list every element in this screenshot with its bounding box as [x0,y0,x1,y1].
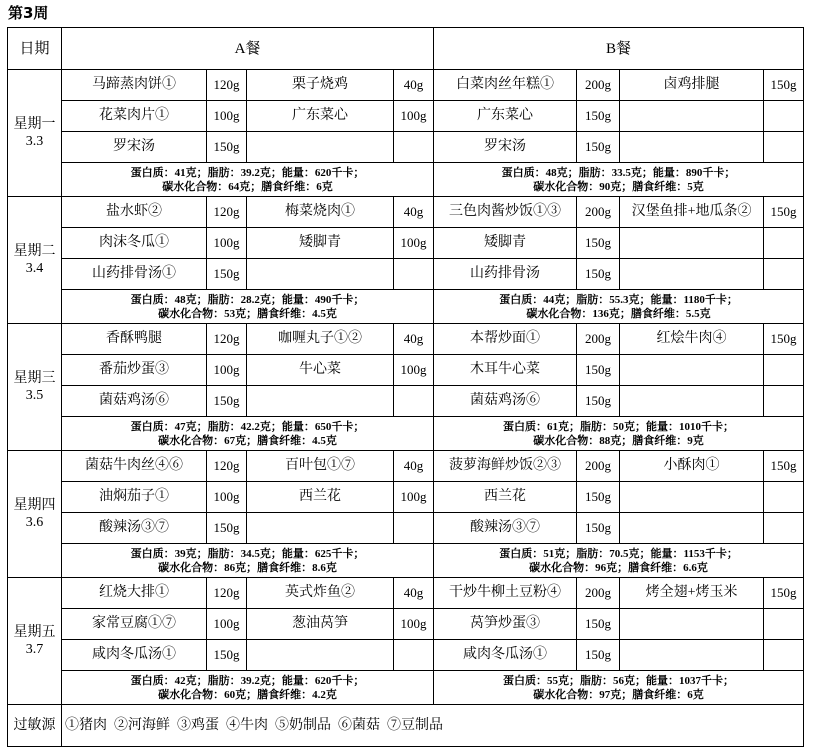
meal-b-weight: 150g [764,578,804,609]
dish-row [8,70,804,101]
meal-a-header: A餐 [62,28,434,70]
meal-b-nutrition [434,417,804,451]
meal-a-weight: 100g [207,355,247,386]
meal-a-dish: 牛心菜 [247,355,394,386]
meal-b-dish: 烤全翅+烤玉米 [620,578,764,609]
meal-b-weight: 150g [577,355,620,386]
nutrition-line: 碳水化合物：64克；膳食纤维：6克 [162,180,333,193]
meal-a-weight: 120g [207,451,247,482]
day-block-wednesday [8,324,804,451]
dish-row [8,451,804,482]
empty-cell [620,101,764,132]
weekday-label: 星期四 [13,498,56,513]
meal-a-dish: 酸辣汤③⑦ [62,513,207,544]
meal-b-dish: 山药排骨汤 [434,259,577,290]
allergen-item: ⑤奶制品 [275,717,331,733]
meal-b-weight: 150g [764,70,804,101]
nutrition-line: 蛋白质：39克；脂肪：34.5克；能量：625千卡； [130,547,365,560]
meal-b-dish: 汉堡鱼排+地瓜条② [620,197,764,228]
meal-b-weight: 150g [577,609,620,640]
nutrition-line: 碳水化合物：90克；膳食纤维：5克 [533,180,704,193]
meal-a-nutrition [62,290,434,324]
meal-b-nutrition [434,290,804,324]
meal-b-dish: 罗宋汤 [434,132,577,163]
meal-a-weight: 40g [394,70,434,101]
empty-cell [620,513,764,544]
meal-a-weight: 100g [394,228,434,259]
meal-a-weight: 100g [207,101,247,132]
date-label: 3.7 [25,642,44,657]
dish-row [8,132,804,163]
meal-a-dish: 油焖茄子① [62,482,207,513]
meal-b-dish: 菌菇鸡汤⑥ [434,386,577,417]
meal-b-weight: 200g [577,451,620,482]
meal-a-weight: 150g [207,259,247,290]
nutrition-row [8,417,804,451]
nutrition-line: 蛋白质：44克；脂肪：55.3克；能量：1180千卡； [499,293,738,306]
meal-b-dish: 酸辣汤③⑦ [434,513,577,544]
meal-b-dish: 干炒牛柳土豆粉④ [434,578,577,609]
allergen-item: ⑦豆制品 [387,717,443,733]
meal-a-dish: 肉沫冬瓜① [62,228,207,259]
meal-a-weight: 100g [207,609,247,640]
meal-a-weight: 100g [207,482,247,513]
empty-cell [764,132,804,163]
meal-b-dish: 西兰花 [434,482,577,513]
meal-a-weight: 100g [394,355,434,386]
empty-cell [764,482,804,513]
meal-b-weight: 150g [577,259,620,290]
meal-a-dish: 梅菜烧肉① [247,197,394,228]
meal-b-dish: 本帮炒面① [434,324,577,355]
meal-a-weight: 100g [394,482,434,513]
date-cell [8,197,62,324]
weekday-label: 星期一 [13,117,56,132]
meal-a-weight: 120g [207,197,247,228]
nutrition-line: 碳水化合物：88克；膳食纤维：9克 [533,434,704,447]
day-block-thursday [8,451,804,578]
meal-a-weight: 150g [207,513,247,544]
weekday-label: 星期二 [13,244,56,259]
meal-b-weight: 200g [577,70,620,101]
empty-cell [764,609,804,640]
nutrition-line: 碳水化合物：60克；膳食纤维：4.2克 [158,688,337,701]
meal-a-dish: 花菜肉片① [62,101,207,132]
meal-b-dish: 白菜肉丝年糕① [434,70,577,101]
dish-row [8,482,804,513]
empty-cell [764,101,804,132]
meal-a-dish: 马蹄蒸肉饼① [62,70,207,101]
weekday-label: 星期三 [13,371,56,386]
meal-b-weight: 150g [764,451,804,482]
nutrition-line: 碳水化合物：97克；膳食纤维：6克 [533,688,704,701]
meal-b-header: B餐 [434,28,804,70]
nutrition-line: 蛋白质：51克；脂肪：70.5克；能量：1153千卡； [499,547,738,560]
allergen-item: ①猪肉 [65,717,107,733]
meal-a-dish: 罗宋汤 [62,132,207,163]
nutrition-line: 蛋白质：48克；脂肪：33.5克；能量：890千卡； [501,166,736,179]
empty-cell [620,228,764,259]
allergen-item: ④牛肉 [226,717,268,733]
nutrition-line: 蛋白质：55克；脂肪：56克；能量：1037千卡； [503,674,735,687]
allergen-block [8,705,804,747]
empty-cell [764,228,804,259]
empty-cell [394,259,434,290]
meal-a-weight: 40g [394,578,434,609]
meal-b-weight: 150g [764,324,804,355]
meal-b-nutrition [434,544,804,578]
meal-b-weight: 150g [764,197,804,228]
nutrition-line: 碳水化合物：67克；膳食纤维：4.5克 [158,434,337,447]
day-block-tuesday [8,197,804,324]
meal-b-weight: 150g [577,132,620,163]
empty-cell [247,386,394,417]
date-label: 3.4 [25,261,44,276]
meal-b-weight: 200g [577,578,620,609]
empty-cell [247,259,394,290]
meal-a-dish: 栗子烧鸡 [247,70,394,101]
meal-a-weight: 100g [207,228,247,259]
nutrition-row [8,163,804,197]
nutrition-line: 碳水化合物：136克；膳食纤维：5.5克 [526,307,711,320]
meal-b-weight: 150g [577,513,620,544]
meal-a-weight: 120g [207,578,247,609]
date-cell [8,70,62,197]
meal-a-dish: 菌菇鸡汤⑥ [62,386,207,417]
allergen-row [8,705,804,747]
meal-a-weight: 40g [394,451,434,482]
empty-cell [764,640,804,671]
empty-cell [620,132,764,163]
meal-b-nutrition [434,671,804,705]
allergen-item: ②河海鲜 [114,717,170,733]
empty-cell [620,609,764,640]
dish-row [8,324,804,355]
empty-cell [247,513,394,544]
meal-a-weight: 150g [207,132,247,163]
meal-a-weight: 100g [394,609,434,640]
nutrition-line: 碳水化合物：86克；膳食纤维：8.6克 [158,561,337,574]
meal-a-dish: 广东菜心 [247,101,394,132]
meal-a-dish: 番茄炒蛋③ [62,355,207,386]
meal-a-dish: 矮脚青 [247,228,394,259]
meal-a-dish: 西兰花 [247,482,394,513]
allergen-label: 过敏源 [8,705,62,747]
nutrition-row [8,544,804,578]
empty-cell [764,386,804,417]
meal-b-dish: 小酥肉① [620,451,764,482]
meal-b-dish: 三色肉酱炒饭①③ [434,197,577,228]
menu-table [7,27,804,747]
meal-a-nutrition [62,544,434,578]
date-label: 3.3 [25,134,44,149]
weekday-label: 星期五 [13,625,56,640]
nutrition-line: 蛋白质：48克；脂肪：28.2克；能量：490千卡； [130,293,365,306]
meal-b-dish: 红烩牛肉④ [620,324,764,355]
meal-b-weight: 150g [577,640,620,671]
meal-a-weight: 40g [394,197,434,228]
meal-a-nutrition [62,163,434,197]
meal-a-dish: 咸肉冬瓜汤① [62,640,207,671]
empty-cell [394,640,434,671]
allergen-list [62,705,804,747]
meal-b-dish: 矮脚青 [434,228,577,259]
meal-a-dish: 菌菇牛肉丝④⑥ [62,451,207,482]
meal-b-weight: 150g [577,482,620,513]
meal-a-weight: 120g [207,70,247,101]
nutrition-line: 蛋白质：42克；脂肪：39.2克；能量：620千卡； [130,674,365,687]
date-cell [8,578,62,705]
meal-a-weight: 150g [207,640,247,671]
allergen-item: ③鸡蛋 [177,717,219,733]
meal-b-weight: 200g [577,197,620,228]
week-title: 第3周 [8,4,49,22]
meal-b-dish: 咸肉冬瓜汤① [434,640,577,671]
meal-a-dish: 英式炸鱼② [247,578,394,609]
nutrition-line: 蛋白质：41克；脂肪：39.2克；能量：620千卡； [130,166,365,179]
day-block-friday [8,578,804,705]
meal-b-dish: 广东菜心 [434,101,577,132]
meal-b-nutrition [434,163,804,197]
meal-a-dish: 山药排骨汤① [62,259,207,290]
empty-cell [394,513,434,544]
allergen-item: ⑥菌菇 [338,717,380,733]
meal-a-nutrition [62,671,434,705]
nutrition-line: 蛋白质：61克；脂肪：50克；能量：1010千卡； [503,420,735,433]
meal-a-weight: 40g [394,324,434,355]
meal-a-dish: 红烧大排① [62,578,207,609]
meal-a-dish: 百叶包①⑦ [247,451,394,482]
nutrition-line: 碳水化合物：96克；膳食纤维：6.6克 [529,561,708,574]
date-cell [8,324,62,451]
meal-b-dish: 莴笋炒蛋③ [434,609,577,640]
meal-b-weight: 150g [577,101,620,132]
meal-b-dish: 卤鸡排腿 [620,70,764,101]
empty-cell [247,132,394,163]
empty-cell [764,513,804,544]
date-label: 3.5 [25,388,44,403]
meal-b-weight: 150g [577,228,620,259]
dish-row [8,101,804,132]
meal-a-dish: 香酥鸭腿 [62,324,207,355]
date-cell [8,451,62,578]
empty-cell [620,355,764,386]
dish-row [8,197,804,228]
day-block-monday [8,70,804,197]
meal-b-dish: 菠萝海鲜炒饭②③ [434,451,577,482]
dish-row [8,513,804,544]
empty-cell [394,386,434,417]
meal-b-weight: 150g [577,386,620,417]
meal-a-nutrition [62,417,434,451]
date-label: 3.6 [25,515,44,530]
empty-cell [394,132,434,163]
nutrition-row [8,671,804,705]
empty-cell [764,259,804,290]
dish-row [8,228,804,259]
meal-a-dish: 盐水虾② [62,197,207,228]
date-column-header: 日期 [8,28,62,70]
empty-cell [247,640,394,671]
meal-a-weight: 120g [207,324,247,355]
dish-row [8,386,804,417]
dish-row [8,609,804,640]
meal-b-weight: 200g [577,324,620,355]
empty-cell [620,640,764,671]
dish-row [8,259,804,290]
meal-a-dish: 家常豆腐①⑦ [62,609,207,640]
meal-a-dish: 葱油莴笋 [247,609,394,640]
nutrition-line: 碳水化合物：53克；膳食纤维：4.5克 [158,307,337,320]
dish-row [8,578,804,609]
dish-row [8,640,804,671]
table-header [8,28,804,70]
dish-row [8,355,804,386]
empty-cell [620,386,764,417]
nutrition-row [8,290,804,324]
empty-cell [620,482,764,513]
meal-a-weight: 100g [394,101,434,132]
meal-a-dish: 咖喱丸子①② [247,324,394,355]
nutrition-line: 蛋白质：47克；脂肪：42.2克；能量：650千卡； [130,420,365,433]
meal-b-dish: 木耳牛心菜 [434,355,577,386]
meal-a-weight: 150g [207,386,247,417]
empty-cell [620,259,764,290]
header-row [8,28,804,70]
empty-cell [764,355,804,386]
